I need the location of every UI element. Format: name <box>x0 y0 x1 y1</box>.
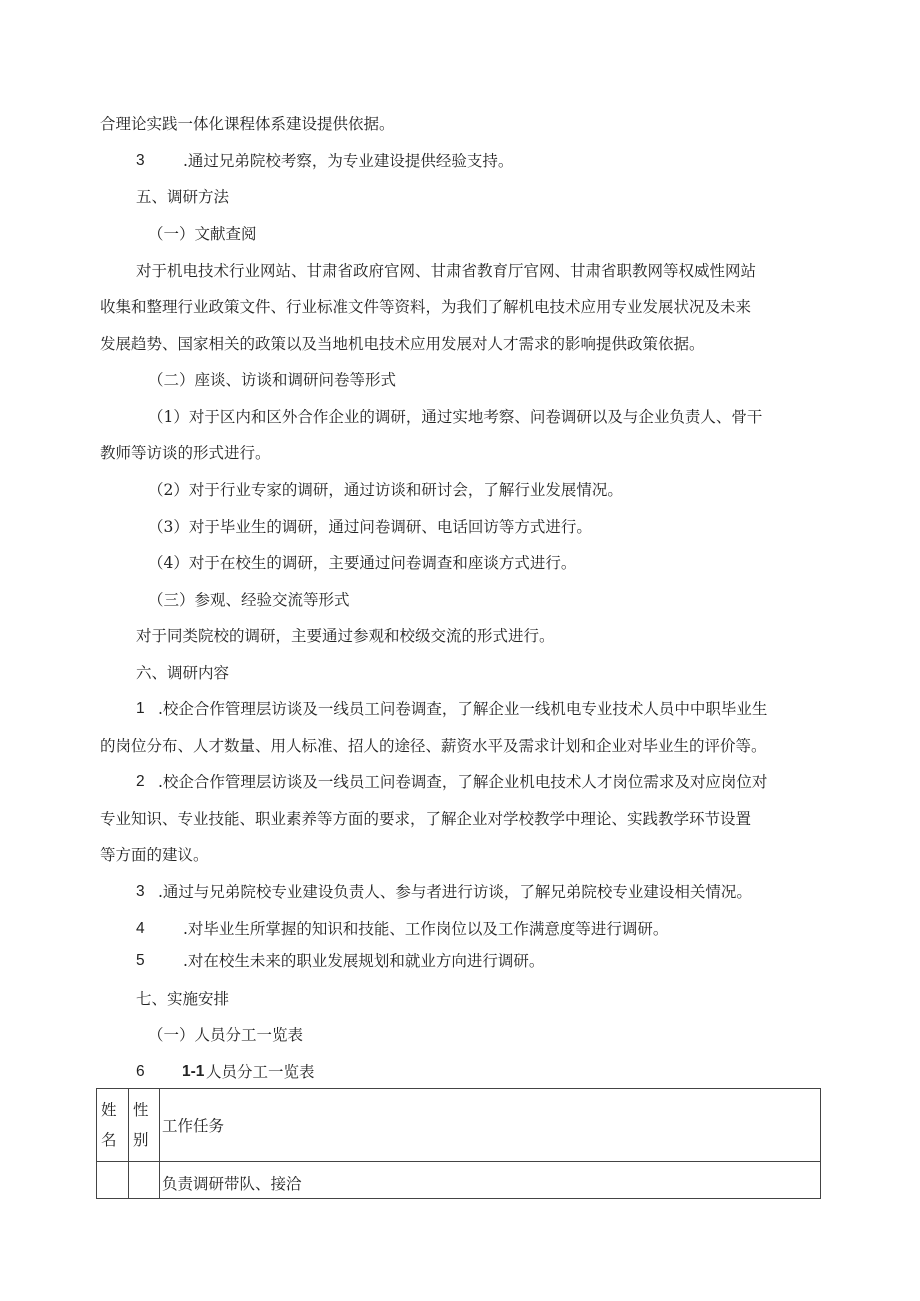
task-text: 负责调研带队、接洽 <box>162 1175 302 1193</box>
section-heading: 七、实施安排 <box>136 990 230 1008</box>
table-caption: 人员分工一览表 <box>206 1063 315 1081</box>
paragraph-line: 发展趋势、国家相关的政策以及当地机电技术应用发展对人才需求的影响提供政策依据。 <box>100 335 705 353</box>
paragraph-line: 等方面的建议。 <box>100 846 209 864</box>
paragraph-line: .校企合作管理层访谈及一线员工问卷调查，了解企业一线机电专业技术人员中中职毕业生 <box>158 700 768 718</box>
paragraph-line: （1）对于区内和区外合作企业的调研，通过实地考察、问卷调研以及与企业负责人、骨干 <box>148 408 763 426</box>
list-item-text: .通过兄弟院校考察，为专业建设提供经验支持。 <box>183 152 514 170</box>
paragraph-line: 的岗位分布、人才数量、用人标准、招人的途径、薪资水平及需求计划和企业对毕业生的评价等。 <box>100 737 767 755</box>
cell-gender <box>129 1162 160 1199</box>
table-header-row <box>97 1089 821 1162</box>
list-item-text: .对在校生未来的职业发展规划和就业方向进行调研。 <box>183 952 545 970</box>
list-number: 1 <box>136 700 145 717</box>
subsection-heading: （一）文献查阅 <box>148 225 257 243</box>
cell-name <box>97 1162 129 1199</box>
section-heading: 五、调研方法 <box>136 188 230 206</box>
subsection-heading: （一）人员分工一览表 <box>148 1026 304 1044</box>
list-item-text: （4）对于在校生的调研，主要通过问卷调查和座谈方式进行。 <box>148 554 577 572</box>
subsection-heading: （三）参观、经验交流等形式 <box>148 591 350 609</box>
paragraph-continuation: 合理论实践一体化课程体系建设提供依据。 <box>100 115 395 133</box>
header-name-top: 姓 <box>101 1101 117 1119</box>
paragraph-line: 专业知识、专业技能、职业素养等方面的要求，了解企业对学校教学中理论、实践教学环节设置 <box>100 810 752 828</box>
paragraph-line: 教师等访谈的形式进行。 <box>100 444 271 462</box>
list-item-text: （2）对于行业专家的调研，通过访谈和研讨会，了解行业发展情况。 <box>148 481 623 499</box>
header-task-label: 工作任务 <box>162 1117 225 1135</box>
header-cell-gender <box>129 1089 160 1162</box>
header-gender-top: 性 <box>133 1101 149 1119</box>
section-heading: 六、调研内容 <box>136 664 230 682</box>
list-item-text: .通过与兄弟院校专业建设负责人、参与者进行访谈，了解兄弟院校专业建设相关情况。 <box>158 883 752 901</box>
table-row <box>97 1162 821 1199</box>
list-number: 3 <box>136 152 145 169</box>
paragraph-line: .校企合作管理层访谈及一线员工问卷调查，了解企业机电技术人才岗位需求及对应岗位对 <box>158 773 768 791</box>
header-name-bottom: 名 <box>101 1131 117 1149</box>
list-item-text: .对毕业生所掌握的知识和技能、工作岗位以及工作满意度等进行调研。 <box>183 920 669 938</box>
table-caption-number: 6 <box>136 1063 145 1080</box>
cell-task <box>160 1162 821 1199</box>
paragraph-line: 对于同类院校的调研，主要通过参观和校级交流的形式进行。 <box>136 627 555 645</box>
list-number: 4 <box>136 920 145 937</box>
subsection-heading: （二）座谈、访谈和调研问卷等形式 <box>148 371 397 389</box>
list-number: 2 <box>136 773 145 790</box>
header-cell-task <box>160 1089 821 1162</box>
header-cell-name <box>97 1089 129 1162</box>
list-number: 5 <box>136 952 145 969</box>
table-caption-prefix: 1-1 <box>182 1063 205 1080</box>
staff-assignment-table <box>96 1088 821 1199</box>
header-gender-bottom: 别 <box>133 1131 149 1149</box>
paragraph-line: 收集和整理行业政策文件、行业标准文件等资料，为我们了解机电技术应用专业发展状况及未来 <box>100 298 752 316</box>
paragraph-line: 对于机电技术行业网站、甘肃省政府官网、甘肃省教育厅官网、甘肃省职教网等权威性网站 <box>136 262 757 280</box>
list-item-text: （3）对于毕业生的调研，通过问卷调研、电话回访等方式进行。 <box>148 518 592 536</box>
list-number: 3 <box>136 883 145 900</box>
